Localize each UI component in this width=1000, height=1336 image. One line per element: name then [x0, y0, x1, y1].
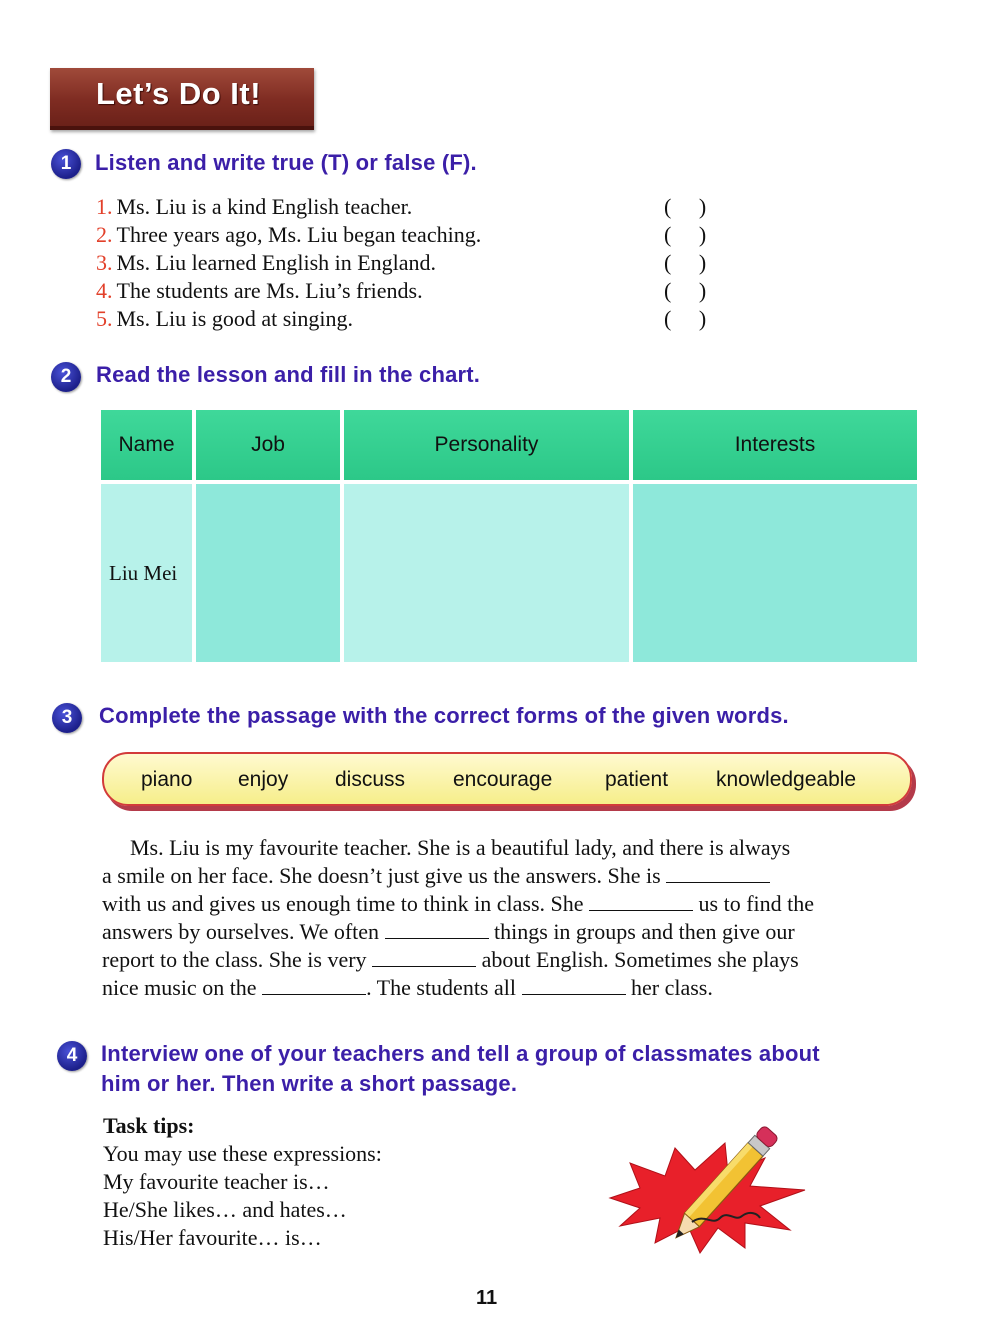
- chart-cell-name: Liu Mei: [101, 484, 192, 662]
- passage-line-2: [102, 862, 770, 890]
- question-text: Three years ago, Ms. Liu began teaching.: [116, 222, 482, 247]
- chart-header-personality: Personality: [344, 410, 629, 480]
- chart-cell-personality[interactable]: [344, 484, 629, 662]
- question-item-2: [96, 221, 481, 249]
- word-bank: [102, 752, 912, 806]
- question-text: The students are Ms. Liu’s friends.: [116, 278, 423, 303]
- pencil-writing-icon: [600, 1118, 820, 1258]
- fill-blank-1[interactable]: [666, 862, 770, 883]
- chart-header-job: Job: [196, 410, 340, 480]
- section-4-title-line-2: him or her. Then write a short passage.: [101, 1071, 518, 1096]
- question-number: 3.: [96, 250, 113, 275]
- chart-cell-interests[interactable]: [633, 484, 917, 662]
- lets-do-it-banner: [50, 68, 314, 130]
- word-bank-item: enjoy: [238, 768, 289, 791]
- info-chart: [101, 410, 917, 662]
- section-1-title: Listen and write true (T) or false (F).: [95, 150, 477, 175]
- question-number: 5.: [96, 306, 113, 331]
- banner-title: Let’s Do It!: [96, 76, 262, 111]
- fill-blank-2[interactable]: [589, 890, 693, 911]
- passage-line-4: [102, 918, 795, 946]
- word-bank-item: knowledgeable: [716, 768, 857, 791]
- passage-line-6: [102, 974, 713, 1002]
- section-3-title: Complete the passage with the correct forms of the given words.: [99, 703, 789, 728]
- question-item-4: [96, 277, 423, 305]
- passage-text: her class.: [631, 975, 713, 1000]
- page-number: 11: [476, 1287, 498, 1309]
- question-number: 4.: [96, 278, 113, 303]
- question-item-1: [96, 193, 412, 221]
- passage-text: about English. Sometimes she plays: [481, 947, 799, 972]
- passage-text: nice music on the: [102, 975, 257, 1000]
- section-4-number: 4: [57, 1041, 87, 1071]
- fill-blank-5[interactable]: [262, 974, 366, 995]
- task-tip-line: He/She likes… and hates…: [103, 1197, 347, 1222]
- task-tip-line: My favourite teacher is…: [103, 1169, 330, 1194]
- passage-text: things in groups and then give our: [494, 919, 795, 944]
- chart-cell-job[interactable]: [196, 484, 340, 662]
- section-1-number: 1: [51, 149, 81, 179]
- fill-blank-6[interactable]: [522, 974, 626, 995]
- answer-blank-1[interactable]: ( ): [664, 194, 707, 219]
- question-number: 2.: [96, 222, 113, 247]
- answer-blank-5[interactable]: ( ): [664, 306, 707, 331]
- word-bank-item: discuss: [335, 768, 406, 791]
- task-tip-line: You may use these expressions:: [103, 1141, 382, 1166]
- section-3-number: 3: [52, 703, 82, 733]
- answer-blank-4[interactable]: ( ): [664, 278, 707, 303]
- answer-blank-3[interactable]: ( ): [664, 250, 707, 275]
- question-text: Ms. Liu is good at singing.: [116, 306, 354, 331]
- section-2-number: 2: [51, 362, 81, 392]
- section-2-title: Read the lesson and fill in the chart.: [96, 362, 481, 387]
- fill-blank-3[interactable]: [385, 918, 489, 939]
- word-bank-item: encourage: [453, 768, 553, 791]
- question-text: Ms. Liu is a kind English teacher.: [116, 194, 413, 219]
- word-bank-item: piano: [141, 768, 193, 791]
- question-item-3: [96, 249, 436, 277]
- question-text: Ms. Liu learned English in England.: [116, 250, 437, 275]
- chart-header-name: Name: [101, 410, 192, 480]
- task-tip-line: His/Her favourite… is…: [103, 1225, 322, 1250]
- chart-header-interests: Interests: [633, 410, 917, 480]
- word-bank-item: patient: [605, 768, 669, 791]
- question-number: 1.: [96, 194, 113, 219]
- passage-line-1: Ms. Liu is my favourite teacher. She is a beautiful lady, and there is always: [130, 835, 791, 860]
- passage-text: answers by ourselves. We often: [102, 919, 380, 944]
- question-item-5: [96, 305, 353, 333]
- answer-blank-2[interactable]: ( ): [664, 222, 707, 247]
- section-4-title-line-1: Interview one of your teachers and tell a group of classmates about: [101, 1041, 820, 1066]
- fill-blank-4[interactable]: [372, 946, 476, 967]
- task-tips-title: Task tips:: [103, 1113, 195, 1138]
- passage-text: a smile on her face. She doesn’t just give us the answers. She is: [102, 863, 661, 888]
- passage-text: . The students all: [366, 975, 516, 1000]
- passage-line-5: [102, 946, 799, 974]
- passage-line-3: [102, 890, 814, 918]
- passage-text: report to the class. She is very: [102, 947, 367, 972]
- passage-text: with us and gives us enough time to think in class. She: [102, 891, 584, 916]
- passage-text: us to find the: [698, 891, 815, 916]
